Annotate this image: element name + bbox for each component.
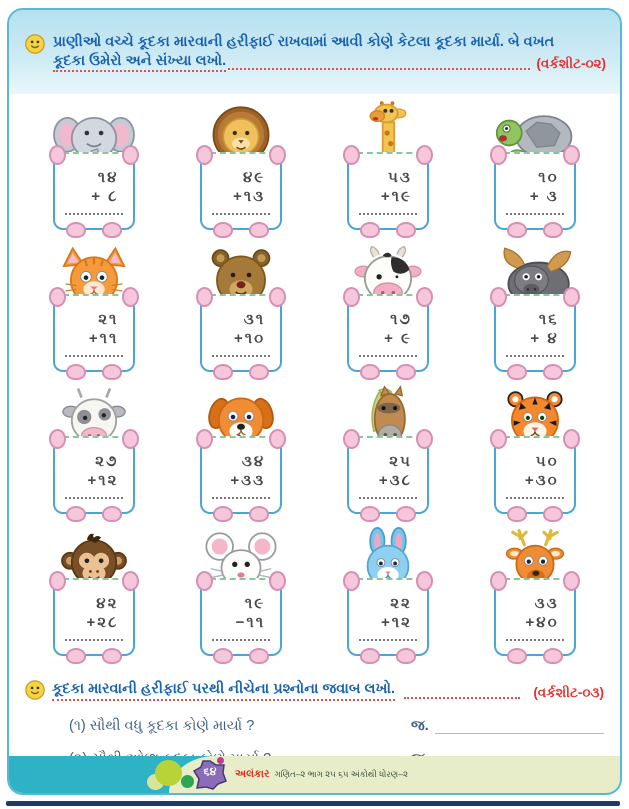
addend-bottom: +૧૦	[233, 330, 266, 347]
addend-top: ૪૯	[242, 168, 266, 186]
addend-top: ૨૨	[390, 594, 412, 612]
answer-dotted-line[interactable]	[212, 351, 270, 357]
sign-board	[347, 578, 429, 656]
paw-icon	[416, 429, 433, 449]
addend-bottom: + ૩	[529, 188, 559, 205]
sign-board	[53, 436, 135, 514]
footer	[9, 756, 620, 793]
paw-icon	[249, 364, 269, 380]
animal-card	[168, 524, 315, 666]
addend-bottom: +૧૩	[233, 188, 266, 205]
paw-icon	[507, 222, 527, 238]
sign-board	[200, 436, 282, 514]
instruction-line2: કૂદકા ઉમેરો અને સંખ્યા લખો.	[53, 53, 226, 72]
paw-icon	[563, 145, 580, 165]
paw-icon	[269, 429, 286, 449]
answer-dotted-line[interactable]	[65, 209, 123, 215]
animal-card	[168, 98, 315, 240]
answer-dotted-line[interactable]	[359, 493, 417, 499]
addend-top: ૨૫	[389, 452, 412, 470]
dotted-leader	[228, 54, 530, 70]
questions-title: કૂદકા મારવાની હરીફાઈ પરથી નીચેના પ્રશ્નોના જવાબ લખો.	[52, 681, 395, 701]
paw-icon	[543, 506, 563, 522]
paw-icon	[396, 364, 416, 380]
animal-card	[461, 382, 608, 524]
sign-board	[494, 436, 576, 514]
sign-board	[53, 152, 135, 230]
answer-dotted-line[interactable]	[506, 493, 564, 499]
paw-icon	[543, 648, 563, 664]
paw-icon	[66, 364, 86, 380]
paw-icon	[343, 287, 360, 307]
smiley-icon	[25, 34, 45, 54]
question-1-text: (૧) સૌથી વધુ કૂદકા કોણે માર્યા ?	[69, 718, 255, 734]
addend-bottom: + ૯	[384, 330, 412, 347]
decor-circle	[155, 760, 182, 786]
animal-card	[21, 524, 168, 666]
paw-icon	[213, 222, 233, 238]
animal-card	[21, 98, 168, 240]
sign-board	[494, 152, 576, 230]
paw-icon	[490, 287, 507, 307]
paw-icon	[360, 364, 380, 380]
sign-board	[494, 578, 576, 656]
answer-dotted-line[interactable]	[359, 351, 417, 357]
paw-icon	[507, 648, 527, 664]
addend-top: ૪૨	[96, 594, 119, 612]
animal-card	[21, 240, 168, 382]
answer-dotted-line[interactable]	[65, 351, 123, 357]
paw-icon	[49, 429, 66, 449]
answer-dotted-line[interactable]	[212, 493, 270, 499]
paw-icon	[49, 571, 66, 591]
sign-board	[347, 436, 429, 514]
paw-icon	[269, 571, 286, 591]
worksheet-03-tag: (વર્કશીટ-૦૩)	[533, 685, 604, 700]
addend-bottom: +૩૩	[230, 472, 266, 489]
animal-card	[315, 382, 462, 524]
addend-top: ૧૪	[97, 168, 119, 186]
paw-icon	[249, 648, 269, 664]
addend-bottom: + ૮	[91, 188, 119, 205]
answer-dotted-line[interactable]	[359, 635, 417, 641]
sign-board	[200, 294, 282, 372]
paw-icon	[269, 287, 286, 307]
sign-board	[200, 152, 282, 230]
addend-bottom: +૨૮	[86, 614, 119, 631]
paw-icon	[66, 506, 86, 522]
addend-top: ૨૭	[95, 452, 119, 470]
paw-icon	[196, 571, 213, 591]
paw-icon	[196, 287, 213, 307]
dotted-leader	[404, 683, 520, 699]
addend-top: ૩૩	[534, 594, 559, 612]
paw-icon	[543, 364, 563, 380]
addend-bottom: +૩૮	[378, 472, 412, 489]
footer-text: ગણિત–૨ ભાગ ૨૫ ૬૫ અંકોથી ધોરણ–૨	[274, 769, 408, 779]
paw-icon	[416, 571, 433, 591]
paw-icon	[49, 145, 66, 165]
addend-top: ૩૧	[243, 310, 266, 328]
animal-card	[315, 240, 462, 382]
paw-icon	[396, 222, 416, 238]
answer-line-1[interactable]	[435, 720, 604, 734]
addend-bottom: + ૪	[530, 330, 559, 347]
addend-bottom: +૩૦	[524, 472, 559, 489]
paw-icon	[360, 506, 380, 522]
answer-dotted-line[interactable]	[506, 635, 564, 641]
answer-dotted-line[interactable]	[212, 209, 270, 215]
paw-icon	[343, 571, 360, 591]
paw-icon	[563, 571, 580, 591]
paw-icon	[543, 222, 563, 238]
answer-dotted-line[interactable]	[65, 635, 123, 641]
paw-icon	[102, 364, 122, 380]
paw-icon	[269, 145, 286, 165]
paw-icon	[507, 506, 527, 522]
answer-dotted-line[interactable]	[506, 209, 564, 215]
answer-dotted-line[interactable]	[506, 351, 564, 357]
sign-board	[53, 578, 135, 656]
animal-card	[21, 382, 168, 524]
addend-top: ૧૬	[538, 310, 559, 328]
answer-dotted-line[interactable]	[359, 209, 417, 215]
addend-bottom: +૧૨	[380, 614, 412, 631]
addend-bottom: −૧૧	[235, 614, 266, 631]
instruction-header	[9, 10, 620, 94]
page-frame	[7, 8, 622, 795]
paw-icon	[416, 287, 433, 307]
paw-icon	[396, 506, 416, 522]
addend-bottom: +૧૯	[380, 188, 412, 205]
paw-icon	[490, 145, 507, 165]
addend-bottom: +૧૧	[88, 330, 119, 347]
paw-icon	[563, 429, 580, 449]
page-number-badge	[193, 760, 227, 789]
paw-icon	[396, 648, 416, 664]
paw-icon	[102, 506, 122, 522]
paw-icon	[102, 222, 122, 238]
paw-icon	[213, 364, 233, 380]
paw-icon	[196, 145, 213, 165]
paw-icon	[213, 648, 233, 664]
sign-board	[494, 294, 576, 372]
answer-label: જ.	[411, 718, 429, 734]
paw-icon	[343, 145, 360, 165]
animal-card	[461, 240, 608, 382]
paw-icon	[507, 364, 527, 380]
animal-grid	[9, 94, 620, 666]
animal-card	[168, 382, 315, 524]
paw-icon	[66, 648, 86, 664]
smiley-icon	[25, 680, 45, 700]
worksheet-02-tag: (વર્કશીટ-૦૨)	[536, 56, 606, 72]
answer-dotted-line[interactable]	[65, 493, 123, 499]
addend-top: ૧૯	[244, 594, 266, 612]
addend-bottom: +૪૦	[525, 614, 559, 631]
addend-top: ૫૩	[388, 168, 412, 186]
paw-icon	[416, 145, 433, 165]
addend-top: ૫૦	[535, 452, 559, 470]
paw-icon	[66, 222, 86, 238]
addend-top: ૩૪	[241, 452, 266, 470]
bottom-rule	[6, 801, 620, 806]
sign-board	[347, 294, 429, 372]
paw-icon	[563, 287, 580, 307]
animal-card	[315, 524, 462, 666]
sign-board	[347, 152, 429, 230]
answer-dotted-line[interactable]	[212, 635, 270, 641]
addend-bottom: +૧૨	[87, 472, 119, 489]
instruction-line1: પ્રાણીઓ વચ્ચે કૂદકા મારવાની હરીફાઈ રાખવામાં આવી કોણે કેટલા કૂદકા માર્યા. બે વખત	[53, 34, 555, 50]
paw-icon	[102, 648, 122, 664]
sign-board	[200, 578, 282, 656]
paw-icon	[490, 429, 507, 449]
animal-card	[315, 98, 462, 240]
addend-top: ૧૦	[538, 168, 559, 186]
question-row	[69, 718, 604, 734]
addend-top: ૧૭	[390, 310, 412, 328]
animal-card	[461, 98, 608, 240]
animal-card	[168, 240, 315, 382]
paw-icon	[249, 222, 269, 238]
paw-icon	[360, 648, 380, 664]
paw-icon	[490, 571, 507, 591]
paw-icon	[360, 222, 380, 238]
publisher-brand: અલંકાર	[235, 768, 270, 780]
paw-icon	[343, 429, 360, 449]
addend-top: ૨૧	[98, 310, 119, 328]
animal-card	[461, 524, 608, 666]
page-number: ૬૪	[203, 766, 217, 778]
paw-icon	[196, 429, 213, 449]
paw-icon	[213, 506, 233, 522]
paw-icon	[49, 287, 66, 307]
paw-icon	[249, 506, 269, 522]
sign-board	[53, 294, 135, 372]
